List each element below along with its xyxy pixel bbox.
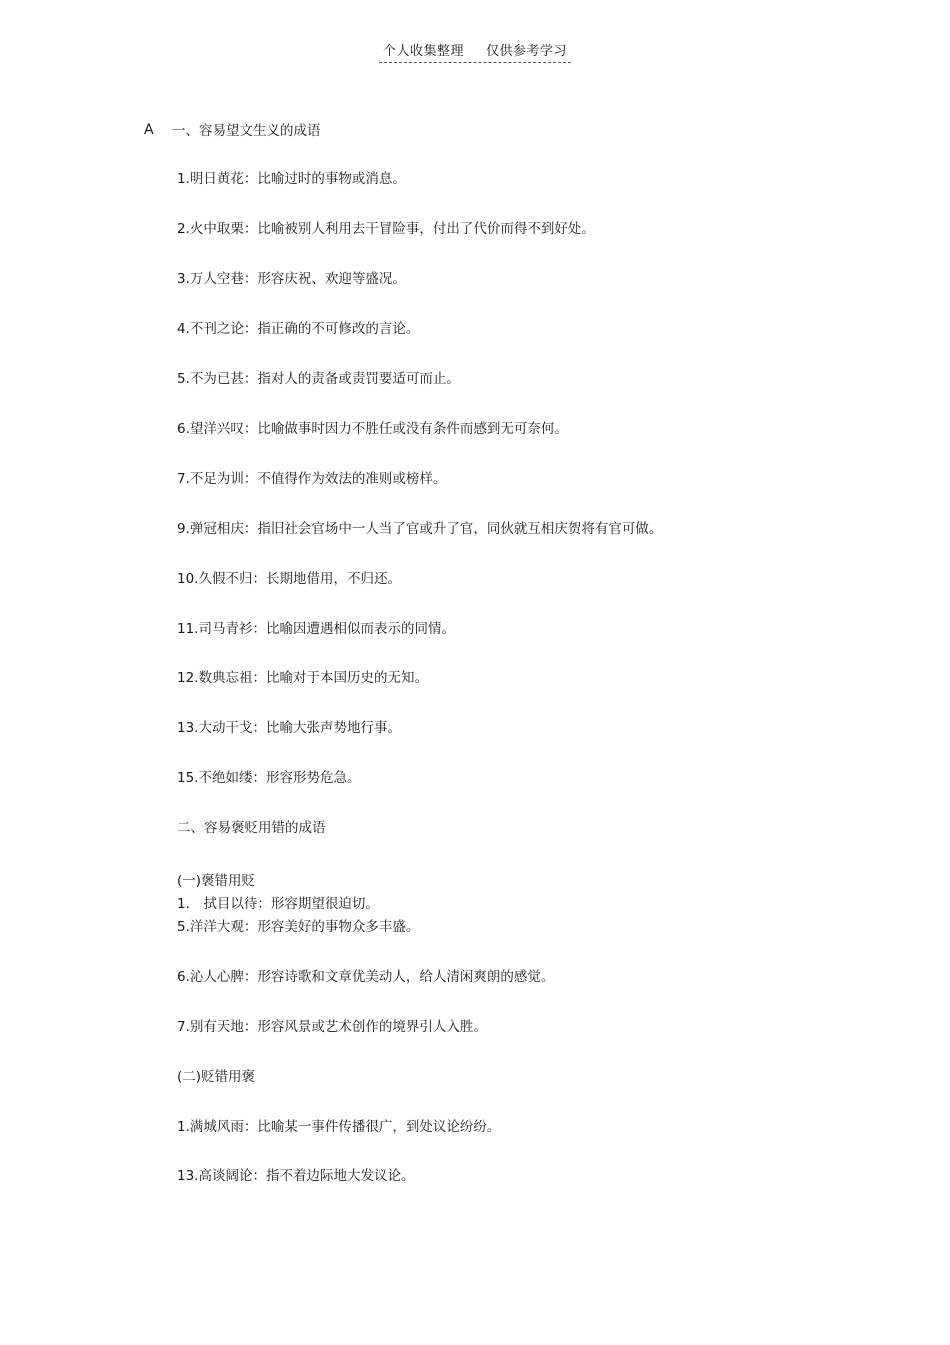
list-item: 6.望洋兴叹：比喻做事时因力不胜任或没有条件而感到无可奈何。 <box>177 421 568 437</box>
list-item: 9.弹冠相庆：指旧社会官场中一人当了官或升了官，同伙就互相庆贺将有官可做。 <box>177 521 663 537</box>
list-item: 5.不为已甚：指对人的责备或责罚要适可而止。 <box>177 371 460 387</box>
page-header <box>0 40 950 63</box>
subsection2-title: (二)贬错用褒 <box>177 1069 256 1085</box>
list-item: 1.明日黄花：比喻过时的事物或消息。 <box>177 171 406 187</box>
list-item: 13.大动干戈：比喻大张声势地行事。 <box>177 720 401 736</box>
header-right-text: 仅供参考学习 <box>486 44 568 59</box>
list-item: 15.不绝如缕：形容形势危急。 <box>177 770 361 786</box>
list-item: 13.高谈阔论：指不着边际地大发议论。 <box>177 1168 415 1184</box>
header-underline <box>379 40 571 63</box>
list-item: 3.万人空巷：形容庆祝、欢迎等盛况。 <box>177 271 406 287</box>
section2-title: 二、容易褒贬用错的成语 <box>177 820 326 836</box>
list-item: 4.不刊之论：指正确的不可修改的言论。 <box>177 321 420 337</box>
list-item: 10.久假不归：长期地借用，不归还。 <box>177 571 401 587</box>
list-item: 2.火中取栗：比喻被别人利用去干冒险事，付出了代价而得不到好处。 <box>177 221 595 237</box>
section1-title: 一、容易望文生义的成语 <box>172 123 321 139</box>
list-item: 12.数典忘祖：比喻对于本国历史的无知。 <box>177 670 428 686</box>
list-item: 7.不足为训：不值得作为效法的准则或榜样。 <box>177 471 447 487</box>
list-item: 6.沁人心脾：形容诗歌和文章优美动人，给人清闲爽朗的感觉。 <box>177 969 555 985</box>
section-marker: A <box>144 122 154 138</box>
header-left-text: 个人收集整理 <box>382 44 464 59</box>
list-item: 1. 拭目以待：形容期望很迫切。 <box>177 896 379 912</box>
list-item: 1.满城风雨：比喻某一事件传播很广，到处议论纷纷。 <box>177 1119 501 1135</box>
list-item: 5.洋洋大观：形容美好的事物众多丰盛。 <box>177 919 420 935</box>
subsection1-title: (一)褒错用贬 <box>177 873 256 889</box>
list-item: 11.司马青衫：比喻因遭遇相似而表示的同情。 <box>177 621 455 637</box>
list-item: 7.别有天地：形容风景或艺术创作的境界引人入胜。 <box>177 1019 487 1035</box>
